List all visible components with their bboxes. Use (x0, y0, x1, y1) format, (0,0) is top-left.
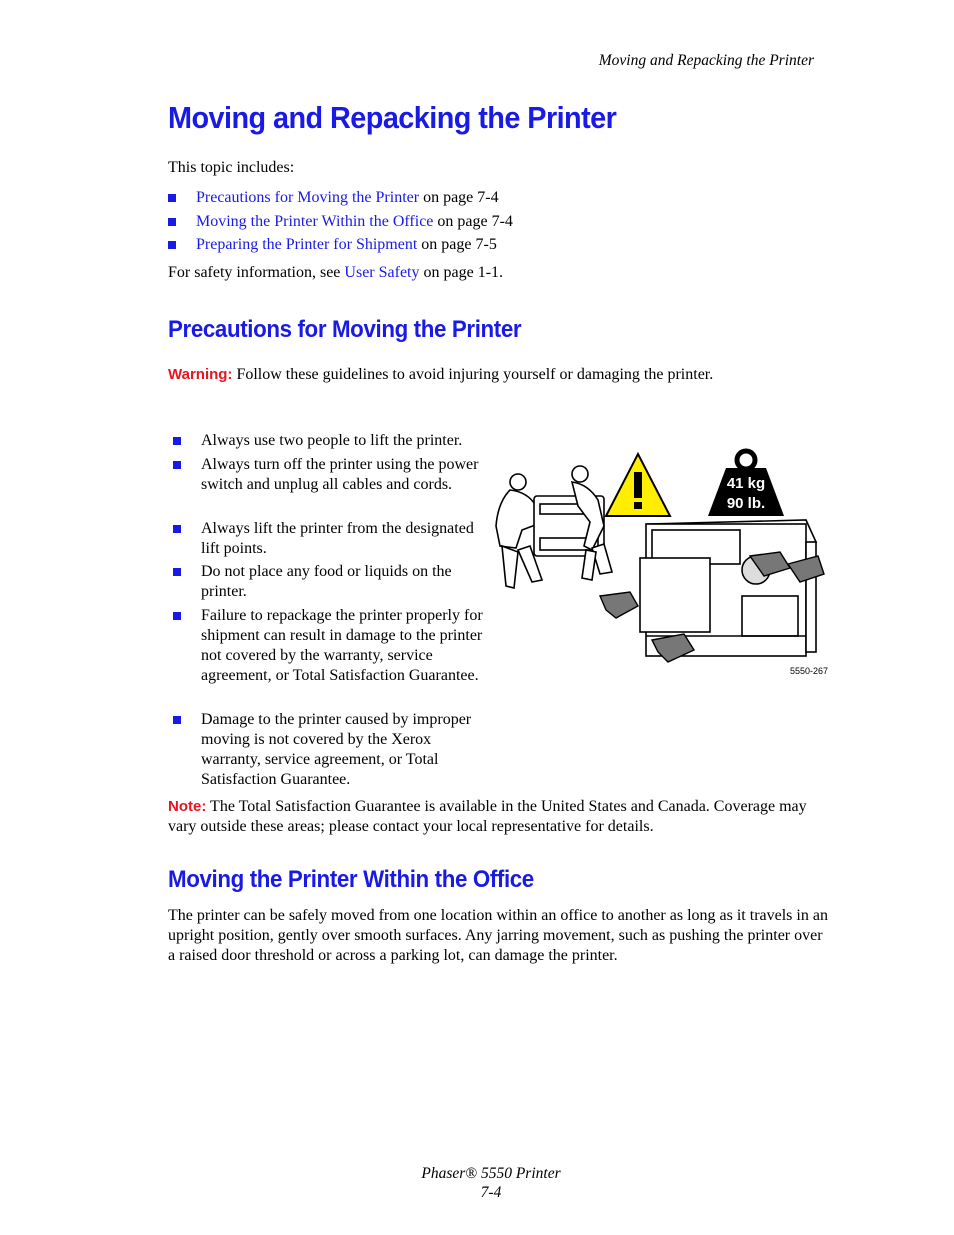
topic-link[interactable]: Precautions for Moving the Printer (196, 189, 420, 206)
warning-paragraph (168, 365, 713, 385)
list-item: Failure to repackage the printer properly for shipment can result in damage to the printer not covered by the warranty, service agreement, or Total Satisfaction Guarantee. (173, 606, 483, 706)
bullet-square-icon (173, 612, 181, 620)
topic-item (168, 235, 768, 255)
list-item: Always use two people to lift the printer. (173, 431, 483, 451)
section-heading-moving: Moving the Printer Within the Office (168, 866, 534, 893)
running-header: Moving and Repacking the Printer (598, 52, 814, 69)
figure-id-label: 5550-267 (789, 666, 828, 676)
topic-page-ref: on page 7-4 (419, 189, 499, 206)
bullet-square-icon (173, 461, 181, 469)
intro-text: This topic includes: (168, 159, 295, 176)
topic-page-ref: on page 7-5 (417, 236, 497, 253)
moving-body-text: The printer can be safely moved from one location within an office to another as long as it travels in an upright position, gently over smooth surfaces. Any jarring movement, such as pushing the printer over a raised door threshold or across a parking lot, can damage the printer. (168, 907, 828, 964)
note-paragraph (168, 797, 836, 837)
topic-link[interactable]: Moving the Printer Within the Office (196, 213, 434, 230)
bullet-square-icon (173, 716, 181, 724)
bullet-square-icon (173, 568, 181, 576)
bullet-square-icon (173, 525, 181, 533)
weight-lb-label: 90 lb. (726, 495, 766, 512)
lifting-printer-illustration (488, 446, 836, 682)
warning-triangle-icon (606, 454, 670, 516)
note-text: The Total Satisfaction Guarantee is available in the United States and Canada. Coverage may vary outside these areas; please contact your local representative for details. (168, 798, 807, 835)
list-item: Damage to the printer caused by improper moving is not covered by the Xerox warranty, service agreement, or Total Satisfaction Guarantee. (173, 710, 483, 790)
weight-kg-label: 41 kg (726, 475, 766, 492)
footer-product: Phaser® 5550 Printer (421, 1165, 561, 1182)
note-label: Note: (168, 798, 207, 815)
warning-label: Warning: (168, 366, 233, 383)
warning-text: Follow these guidelines to avoid injuring yourself or damaging the printer. (232, 366, 714, 383)
people-lifting-icon (496, 466, 612, 588)
list-item: Do not place any food or liquids on the printer. (173, 562, 483, 602)
safety-reference (168, 263, 503, 283)
bullet-square-icon (168, 218, 176, 226)
bullet-square-icon (168, 194, 176, 202)
safety-suffix: on page 1-1. (419, 264, 504, 281)
topic-page-ref: on page 7-4 (433, 213, 513, 230)
printer-icon (640, 520, 816, 656)
bullet-square-icon (173, 437, 181, 445)
safety-prefix: For safety information, see (168, 264, 345, 281)
bullet-square-icon (168, 241, 176, 249)
list-item: Always turn off the printer using the power switch and unplug all cables and cords. (173, 455, 483, 515)
page-title: Moving and Repacking the Printer (168, 100, 617, 135)
section-heading-precautions: Precautions for Moving the Printer (168, 316, 522, 343)
weight-icon (708, 451, 784, 516)
footer-page-number: 7-4 (480, 1184, 502, 1201)
topic-item (168, 212, 768, 232)
user-safety-link[interactable]: User Safety (344, 264, 420, 281)
topic-link[interactable]: Preparing the Printer for Shipment (196, 236, 418, 253)
list-item: Always lift the printer from the designated lift points. (173, 519, 483, 559)
topic-item (168, 188, 768, 208)
